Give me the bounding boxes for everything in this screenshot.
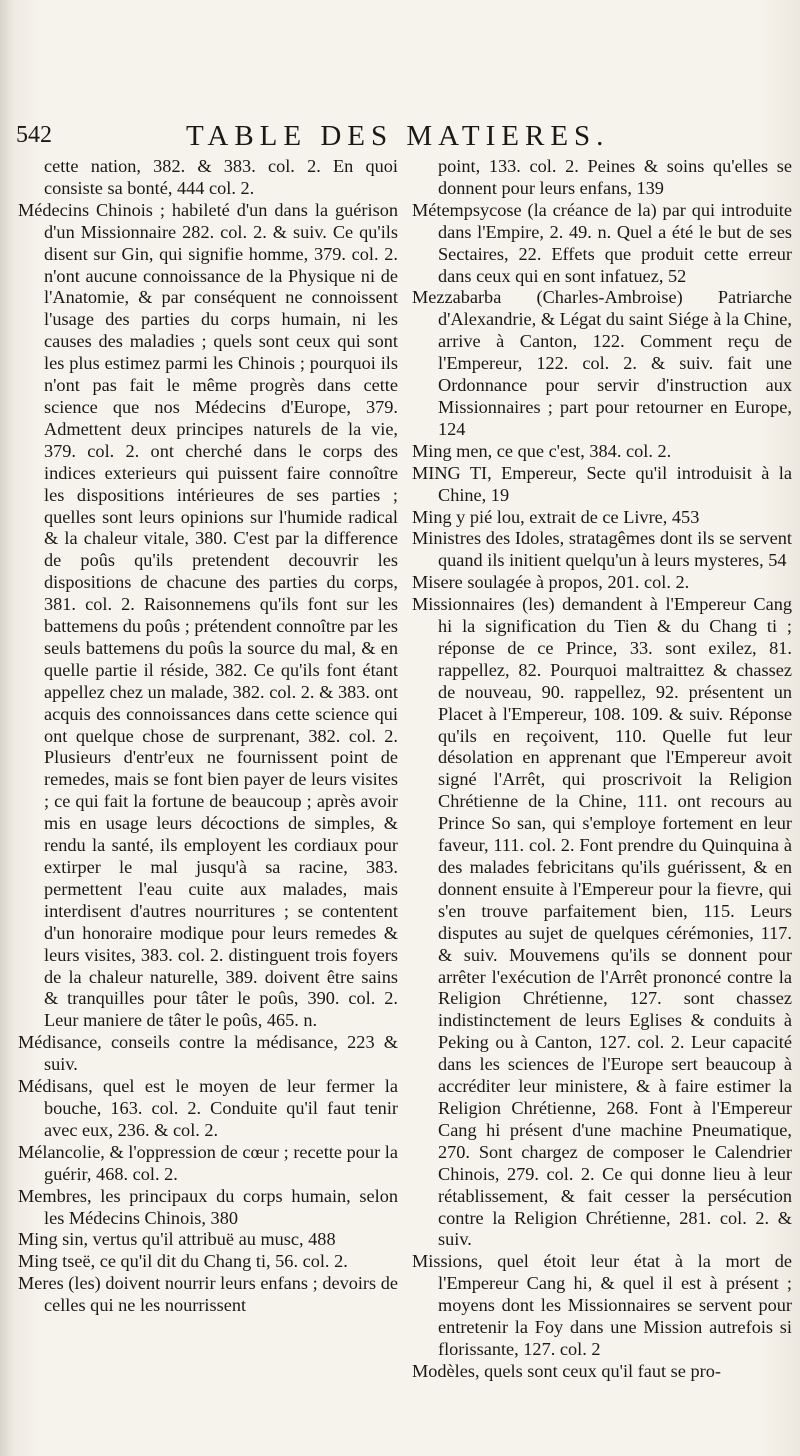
index-entry: Mezzabarba (Charles-Ambroise) Patriarche d'Alexandrie, & Légat du saint Siége à la Chine, arrive à Canton, 122. Comment reçu de l'Empereur, 122. col. 2. & suiv. fait une Ordonnance pour servir d'instruction aux Missionnaires ; part pour retourner en Europe, 124 [412,287,792,439]
index-entry: Médisance, conseils contre la médisance, 223 & suiv. [18,1032,398,1075]
index-entry: cette nation, 382. & 383. col. 2. En quoi consiste sa bonté, 444 col. 2. [44,156,398,198]
running-title: TABLE DES MATIERES. [186,120,610,152]
left-column [18,156,398,1456]
index-entry: point, 133. col. 2. Peines & soins qu'elles se donnent pour leurs enfans, 139 [438,156,792,198]
page-header [16,120,784,152]
index-entry: Mélancolie, & l'oppression de cœur ; recette pour la guérir, 468. col. 2. [18,1141,398,1184]
index-entry: Ming tseë, ce qu'il dit du Chang ti, 56. col. 2. [18,1251,348,1272]
index-entry: Misere soulagée à propos, 201. col. 2. [412,572,690,593]
index-entry: Ministres des Idoles, stratagêmes dont ils se servent quand ils initient quelqu'un à leurs mysteres, 54 [412,528,792,571]
index-entry: Médisans, quel est le moyen de leur fermer la bouche, 163. col. 2. Conduite qu'il faut tenir avec eux, 236. & col. 2. [18,1076,398,1140]
index-entry: Ming men, ce que c'est, 384. col. 2. [412,440,672,461]
index-entry: Ming y pié lou, extrait de ce Livre, 453 [412,506,700,527]
index-entry: Missionnaires (les) demandent à l'Empereur Cang hi la signification du Tien & du Chang ti ; réponse de ce Prince, 33. sont exilez, 81. rappellez, 82. Pourquoi maltraittez & chassez de nouveau, 90. rappellez, 92. présentent un Placet à l'Empereur, 108. 109. & suiv. Réponse qu'ils en reçoivent, 110. Quelle fut leur désolation en apprenant que l'Empereur avoit signé l'Arrêt, qui proscrivoit la Religion Chrétienne de la Chine, 111. ont recours au Prince So san, qui s'employe fortement en leur faveur, 111. col. 2. Font prendre du Quinquina à des malades febricitans qu'ils guérissent, & en donnent ensuite à l'Empereur pour la fievre, qui s'en trouve parfaitement bien, 115. Leurs disputes au sujet de quelques cérémonies, 117. & suiv. Mouvemens qu'ils se donnent pour arrêter l'exécution de l'Arrêt prononcé contre la Religion Chrétienne, 127. sont chassez indistinctement de leurs Eglises & conduits à Peking ou à Canton, 127. col. 2. Leur capacité dans les sciences de l'Europe sert beaucoup à accréditer leur ministere, & à faire estimer la Religion Chrétienne, 268. Font à l'Empereur Cang hi présent d'une machine Pneumatique, 270. Sont chargez de composer le Calendrier Chinois, 279. col. 2. Ce qui donne lieu à leur rétablissement, & fait cesser la persécution contre la Religion Chrétienne, 281. col. 2. & suiv. [412,594,792,1250]
index-entry: Meres (les) doivent nourrir leurs enfans ; devoirs de celles qui ne les nourrissent [18,1273,398,1316]
index-entry: Membres, les principaux du corps humain, selon les Médecins Chinois, 380 [18,1185,398,1228]
right-column [412,156,792,1456]
index-entry: Métempsycose (la créance de la) par qui introduite dans l'Empire, 2. 49. n. Quel a été le but de ses Sectaires, 22. Effets que produit cette erreur dans ceux qui en sont infatuez, 52 [412,199,792,286]
index-entry: Modèles, quels sont ceux qu'il faut se pro- [412,1360,721,1381]
index-entry: Médecins Chinois ; habileté d'un dans la guérison d'un Missionnaire 282. col. 2. & suiv. Ce qu'ils disent sur Gin, qui signifie homme, 379. col. 2. n'ont aucune connoissance de la Physique ni de l'Anatomie, & par conséquent ne connoissent l'usage des parties du corps humain, ni les causes des maladies ; quels sont ceux qui sont les plus estimez parmi les Chinois ; pourquoi ils n'ont pas fait le même progrès dans cette science que nos Médecins d'Europe, 379. Admettent deux principes naturels de la vie, 379. col. 2. ont cherché dans le corps des indices exterieurs qui puissent faire connoître les dispositions intérieures de ses parties ; quelles sont leurs opinions sur l'humide radical & la chaleur vitale, 380. C'est par la difference de poûs qu'ils pretendent decouvrir les dispositions de chacune des parties du corps, 381. col. 2. Raisonnemens qu'ils font sur les battemens du poûs ; prétendent connoître par les seuls battemens du poûs la source du mal, & en quelle partie il réside, 382. Ce qu'ils font étant appellez chez un malade, 382. col. 2. & 383. ont acquis des connoissances dans cette science qui ont quelque chose de surprenant, 382. col. 2. Plusieurs d'entr'eux ne fournissent point de remedes, mais se font bien payer de leurs visites ; ce qui fait la fortune de beaucoup ; après avoir mis en usage leurs décoctions de simples, & rendu la santé, ils employent les cordiaux pour extirper le mal jusqu'à sa racine, 383. permettent l'eau cuite aux malades, mais interdisent d'autres nourritures ; se contentent d'un honoraire modique pour leurs remedes & leurs visites, 383. col. 2. distinguent trois foyers de la chaleur naturelle, 389. doivent être sains & tranquilles pour tâter le poûs, 390. col. 2. Leur maniere de tâter le poûs, 465. n. [18,199,398,1031]
index-entry: Missions, quel étoit leur état à la mort de l'Empereur Cang hi, & quel il est à présent ; moyens dont les Missionnaires se servent pour entretenir la Foy dans une Mission autrefois si florissante, 127. col. 2 [412,1251,792,1359]
index-entry: Ming sin, vertus qu'il attribuë au musc, 488 [18,1229,336,1250]
page-number: 542 [16,122,52,148]
index-entry: MING TI, Empereur, Secte qu'il introduisit à la Chine, 19 [412,462,792,505]
